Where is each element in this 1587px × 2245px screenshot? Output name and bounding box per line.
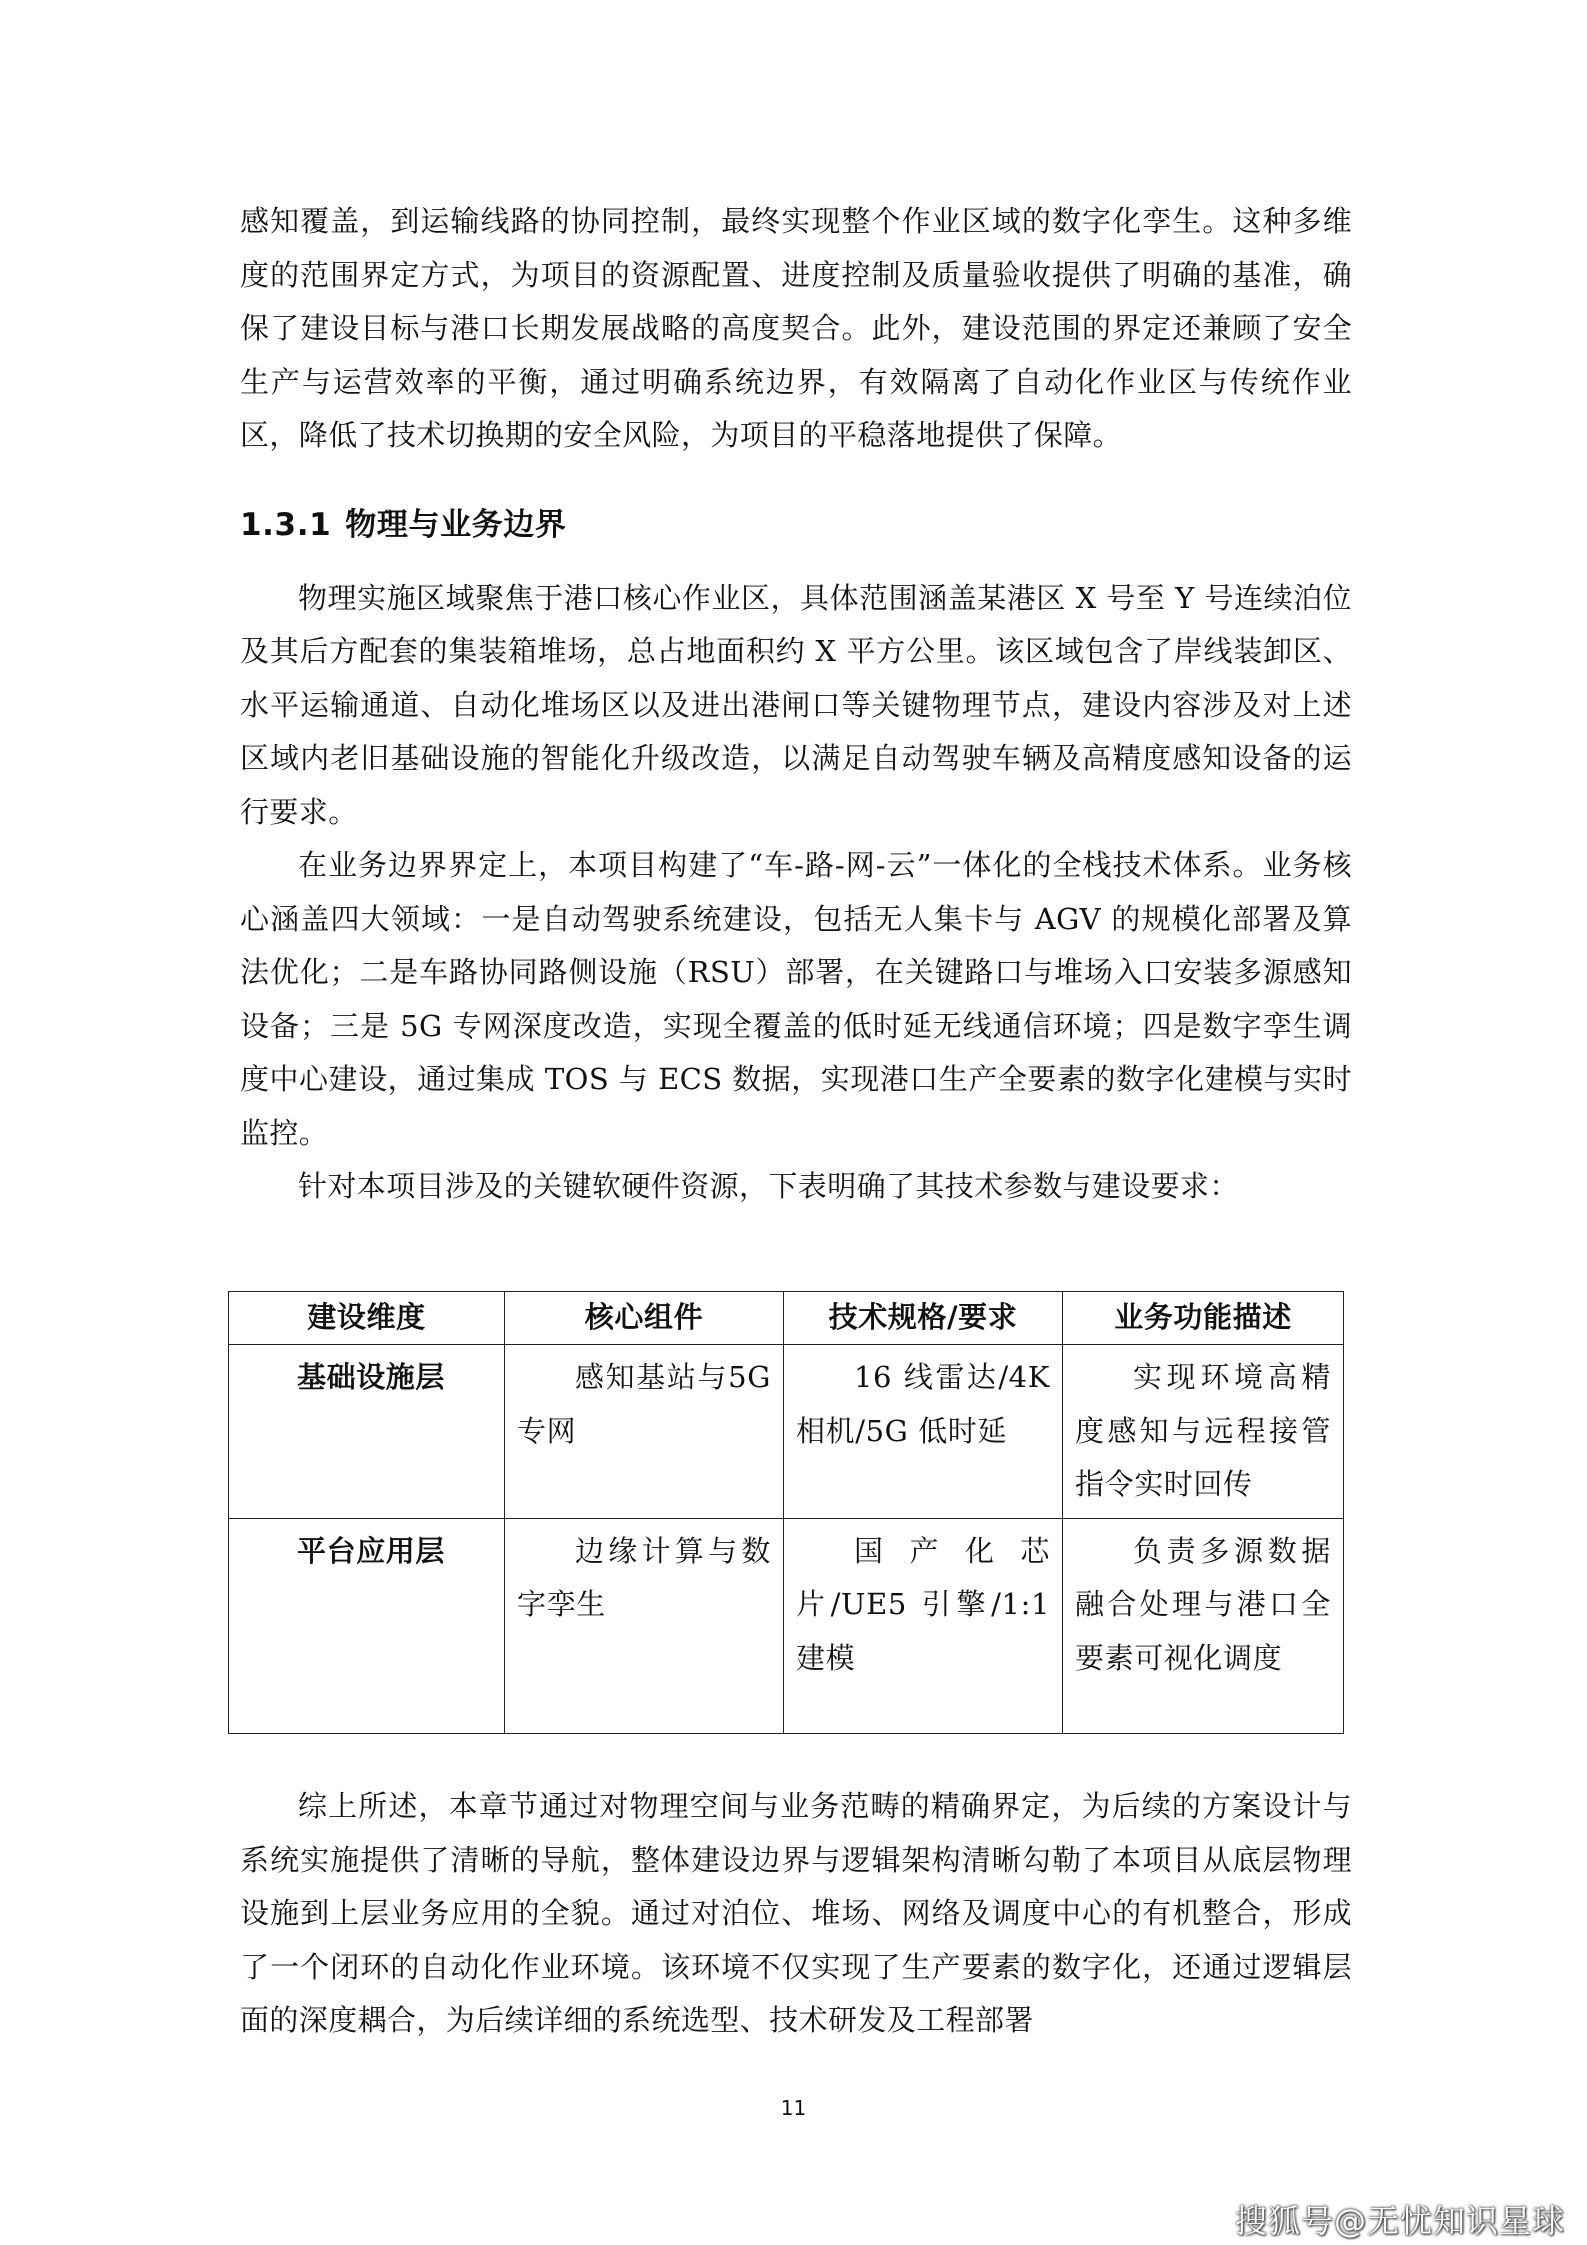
section-title: 物理与业务边界 xyxy=(345,506,567,543)
dimension-cell: 基础设施层 xyxy=(229,1345,505,1519)
business-boundary-paragraph: 在业务边界界定上，本项目构建了“车-路-网-云”一体化的全栈技术体系。业务核心涵盖四大领域：一是自动驾驶系统建设，包括无人集卡与 AGV 的规模化部署及算法优化；二是车路协同路侧设施（RSU）部署，在关键路口与堆场入口安装多源感知设备；三是 5G 专网深度改造，实现全覆盖的低时延无线通信环境；四是数字孪生调度中心建设，通过集成 TOS 与 ECS 数据，实现港口生产全要素的数字化建模与实时监控。 xyxy=(240,848,1352,1150)
component-cell: 感知基站与5G专网 xyxy=(505,1345,784,1519)
spec-table xyxy=(228,1291,1344,1734)
section-heading xyxy=(240,499,1352,544)
page-number: 11 xyxy=(780,2096,807,2120)
page-content xyxy=(240,195,1352,1214)
table-header-cell: 建设维度 xyxy=(229,1292,505,1345)
table-intro-paragraph: 针对本项目涉及的关键软硬件资源，下表明确了其技术参数与建设要求： xyxy=(298,1169,1239,1203)
table-header-cell: 技术规格/要求 xyxy=(784,1292,1063,1345)
spec-cell: 国产化芯片/UE5 引擎/1:1 建模 xyxy=(784,1518,1063,1733)
table-header-cell: 核心组件 xyxy=(505,1292,784,1345)
function-cell: 实现环境高精度感知与远程接管指令实时回传 xyxy=(1063,1345,1344,1519)
table-header-cell: 业务功能描述 xyxy=(1063,1292,1344,1345)
table-row xyxy=(229,1345,1344,1519)
function-cell: 负责多源数据融合处理与港口全要素可视化调度 xyxy=(1063,1518,1344,1733)
table-row xyxy=(229,1518,1344,1733)
physical-boundary-paragraph: 物理实施区域聚焦于港口核心作业区，具体范围涵盖某港区 X 号至 Y 号连续泊位及其后方配套的集装箱堆场，总占地面积约 X 平方公里。该区域包含了岸线装卸区、水平运输通道、自动化堆场区以及进出港闸口等关键物理节点，建设内容涉及对上述区域内老旧基础设施的智能化升级改造，以满足自动驾驶车辆及高精度感知设备的运行要求。 xyxy=(240,580,1352,829)
intro-paragraph: 感知覆盖，到运输线路的协同控制，最终实现整个作业区域的数字化孪生。这种多维度的范围界定方式，为项目的资源配置、进度控制及质量验收提供了明确的基准，确保了建设目标与港口长期发展战略的高度契合。此外，建设范围的界定还兼顾了安全生产与运营效率的平衡，通过明确系统边界，有效隔离了自动化作业区与传统作业区，降低了技术切换期的安全风险，为项目的平稳落地提供了保障。 xyxy=(240,204,1352,452)
closing-paragraph: 综上所述，本章节通过对物理空间与业务范畴的精确界定，为后续的方案设计与系统实施提供了清晰的导航，整体建设边界与逻辑架构清晰勾勒了本项目从底层物理设施到上层业务应用的全貌。通过对泊位、堆场、网络及调度中心的有机整合，形成了一个闭环的自动化作业环境。该环境不仅实现了生产要素的数字化，还通过逻辑层面的深度耦合，为后续详细的系统选型、技术研发及工程部署 xyxy=(240,1789,1352,2037)
component-cell: 边缘计算与数字孪生 xyxy=(505,1518,784,1733)
watermark: 搜狐号@无忧知识星球 xyxy=(1234,2202,1565,2240)
table-header-row xyxy=(229,1292,1344,1345)
dimension-cell: 平台应用层 xyxy=(229,1518,505,1733)
section-number: 1.3.1 xyxy=(240,506,332,543)
spec-cell: 16 线雷达/4K 相机/5G 低时延 xyxy=(784,1345,1063,1519)
